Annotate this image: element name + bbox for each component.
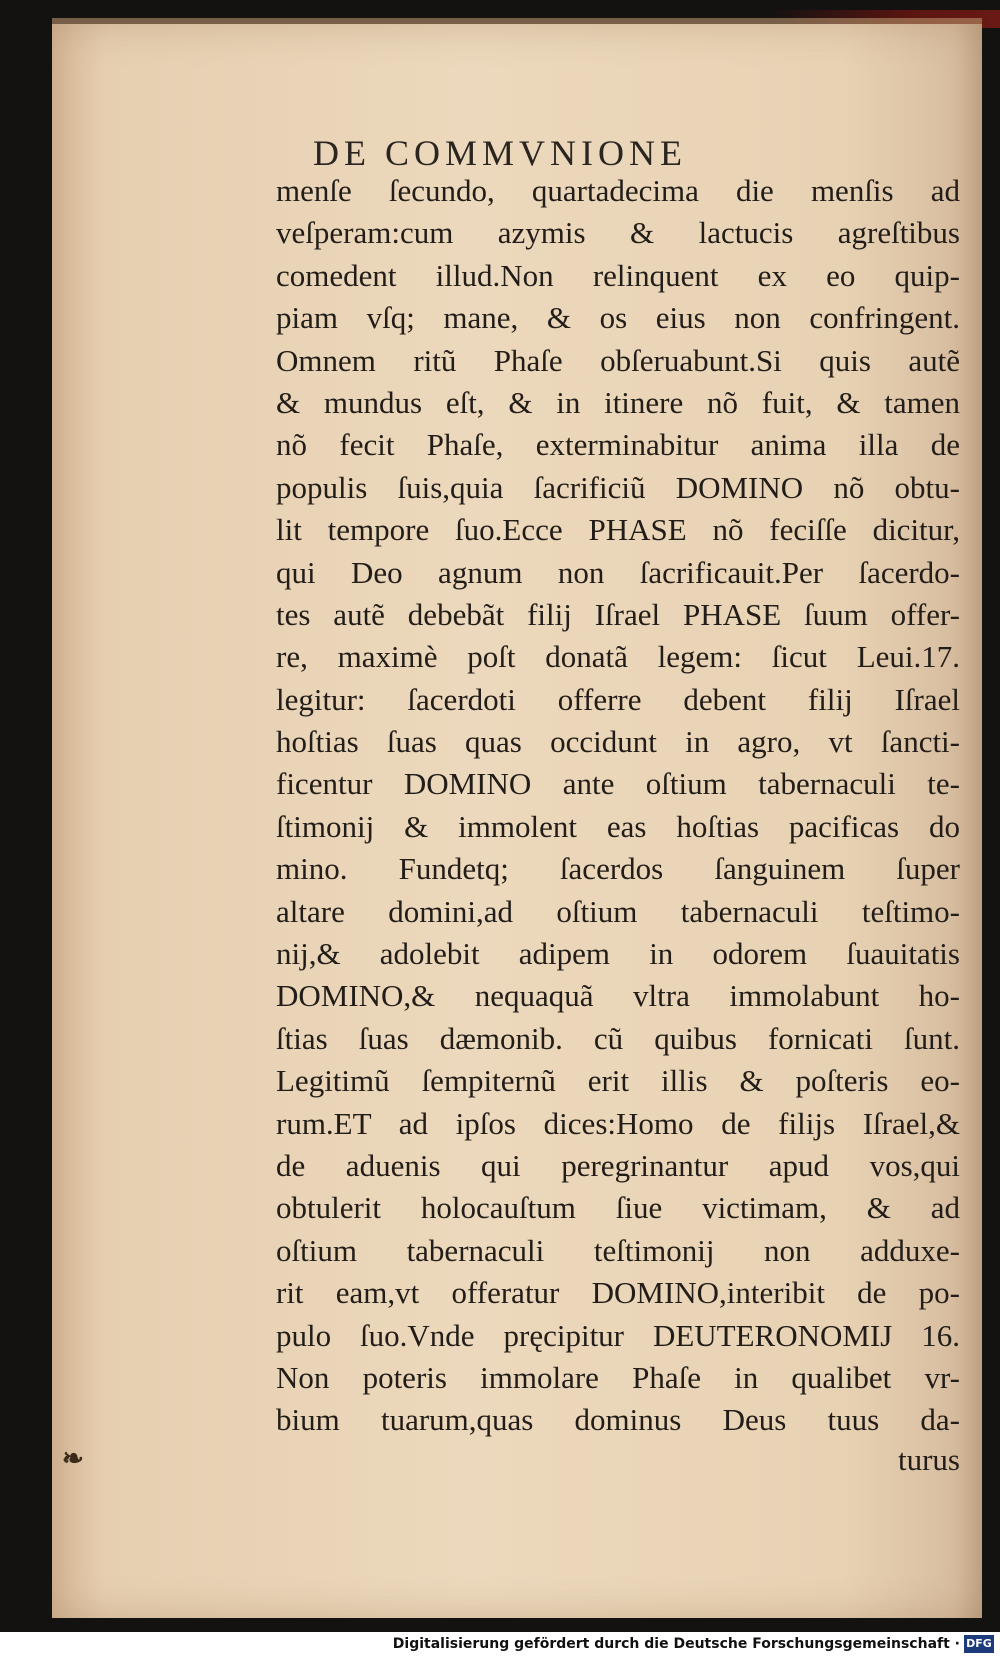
text-line: mino. Fundetq; ſacerdos ſanguinem ſuper — [276, 851, 960, 887]
text-line: lit tempore ſuo.Ecce PHASE nõ feciſſe dicitur, — [276, 512, 960, 548]
text-line: veſperam:cum azymis & lactucis agreſtibus — [276, 215, 960, 251]
text-line: ficentur DOMINO ante oſtium tabernaculi te- — [276, 766, 960, 802]
text-line: nõ fecit Phaſe, exterminabitur anima illa de — [276, 427, 960, 463]
text-line: hoſtias ſuas quas occidunt in agro, vt ſancti- — [276, 724, 960, 760]
text-line: Non poteris immolare Phaſe in qualibet vr- — [276, 1359, 960, 1395]
text-line: obtulerit holocauſtum ſiue victimam, & ad — [276, 1190, 960, 1226]
text-line: comedent illud.Non relinquent ex eo quip- — [276, 257, 960, 293]
text-line: menſe ſecundo, quartadecima die menſis ad — [276, 173, 960, 208]
text-line: nij,& adolebit adipem in odorem ſuauitatis — [276, 936, 960, 972]
text-line: bium tuarum,quas dominus Deus tuus da- — [276, 1402, 960, 1438]
text-line: qui Deo agnum non ſacrificauit.Per ſacerdo- — [276, 554, 960, 590]
footer-credit: Digitalisierung gefördert durch die Deutsche Forschungsgemeinschaft · — [392, 1636, 960, 1652]
text-line: & mundus eſt, & in itinere nõ fuit, & tamen — [276, 384, 960, 420]
text-line: rum.ET ad ipſos dices:Homo de filijs Iſrael,& — [276, 1105, 960, 1141]
text-line: Omnem ritũ Phaſe obſeruabunt.Si quis autẽ — [276, 342, 960, 378]
text-line: oſtium tabernaculi teſtimonij non adduxe- — [276, 1232, 960, 1268]
text-line: rit eam,vt offeratur DOMINO,interibit de po- — [276, 1275, 960, 1311]
text-line: tes autẽ debebãt filij Iſrael PHASE ſuum offer- — [276, 596, 960, 632]
text-line: piam vſq; mane, & os eius non confringent. — [276, 300, 960, 336]
text-line: pulo ſuo.Vnde pręcipitur DEUTERONOMIJ 16. — [276, 1317, 960, 1353]
text-line: populis ſuis,quia ſacrificiũ DOMINO nõ obtu- — [276, 469, 960, 505]
catchword: turus — [898, 1442, 960, 1477]
text-line: re, maximè poſt donatã legem: ſicut Leui.17. — [276, 639, 960, 675]
running-header: DE COMMVNIONE — [313, 133, 687, 173]
text-line: de aduenis qui peregrinantur apud vos,qui — [276, 1147, 960, 1183]
text-line: ſtimonij & immolent eas hoſtias pacificas do — [276, 808, 960, 844]
body-text — [276, 170, 960, 1442]
margin-ornament-icon: ❧ — [62, 1444, 84, 1473]
digitization-footer — [0, 1632, 1000, 1658]
dfg-logo[interactable]: DFG — [964, 1635, 994, 1653]
text-line: DOMINO,& nequaquã vltra immolabunt ho- — [276, 978, 960, 1014]
text-line: altare domini,ad oſtium tabernaculi teſtimo- — [276, 893, 960, 929]
text-line: legitur: ſacerdoti offerre debent filij Iſrael — [276, 681, 960, 717]
text-line: ſtias ſuas dæmonib. cũ quibus fornicati ſunt. — [276, 1020, 960, 1056]
text-line: Legitimũ ſempiternũ erit illis & poſteris eo- — [276, 1063, 960, 1099]
